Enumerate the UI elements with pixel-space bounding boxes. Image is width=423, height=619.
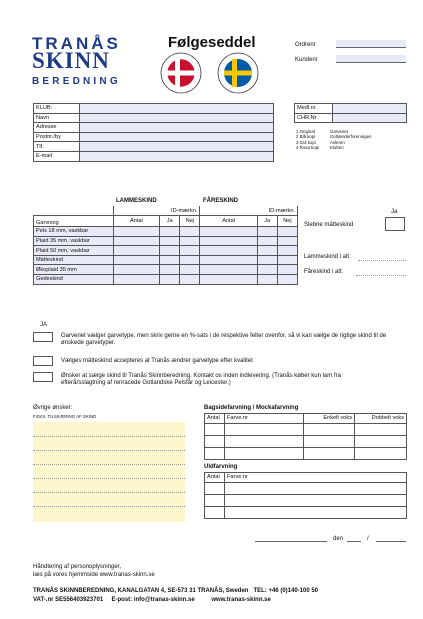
cell[interactable] <box>160 265 180 275</box>
cell[interactable] <box>160 227 180 237</box>
cell[interactable] <box>355 447 407 459</box>
page-title: Følgeseddel <box>168 34 256 51</box>
medlnr-field[interactable] <box>333 104 407 114</box>
date-slash: / <box>367 536 369 542</box>
cell[interactable] <box>257 227 277 237</box>
cell[interactable] <box>257 265 277 275</box>
option-1-text: Garveriet vælger garvetype, men skriv gerne en %-sats i de respektive felter ovenfor, så vi kan vælge de rigtige skind til de ønskede garvetyper. <box>61 333 387 346</box>
fareskind-total-field[interactable] <box>356 275 406 276</box>
lammeskind-header: LAMMESKIND <box>116 198 157 204</box>
navn-label: Navn <box>34 113 80 123</box>
table-row <box>34 246 298 256</box>
table-row <box>205 435 407 447</box>
cell[interactable] <box>113 255 160 265</box>
cell[interactable] <box>113 227 160 237</box>
copy-item: 4 Rosa kopi Kluben <box>296 144 344 150</box>
email-field[interactable] <box>80 151 274 161</box>
copy-item: 2 Blå kopi Gotlænderforeningen <box>296 134 372 140</box>
slebne-ja-label: Ja <box>391 209 398 215</box>
denmark-seal-icon <box>160 52 202 94</box>
cell[interactable] <box>277 255 297 265</box>
cell[interactable] <box>180 265 200 275</box>
cell[interactable] <box>355 423 407 435</box>
cell[interactable] <box>180 236 200 246</box>
cell[interactable] <box>257 246 277 256</box>
tlf-label: Tlf. <box>34 142 80 152</box>
customer-table <box>33 103 274 162</box>
table-row <box>205 506 407 518</box>
privacy-line-1: Håndtering af personoplysninger, <box>33 564 122 570</box>
ordrenr-label: Ordrenr <box>295 42 316 48</box>
medlnr-label: Medl.nr <box>295 104 333 114</box>
row-label: Plaid 50 mm, vaskbar <box>34 246 114 256</box>
cell[interactable] <box>180 227 200 237</box>
cell[interactable] <box>257 275 277 285</box>
adresse-label: Adresse <box>34 123 80 133</box>
slebne-label: Slebne mätteskind <box>304 222 354 228</box>
lammeskind-total-field[interactable] <box>358 260 406 261</box>
cell[interactable] <box>200 246 257 256</box>
back-dye-antal-label: Antal <box>205 414 225 424</box>
cell[interactable] <box>113 265 160 275</box>
klub-label: KLUB: <box>34 104 80 114</box>
options-ja-label: JA <box>40 322 48 328</box>
garvning-label: Garvning <box>34 216 114 227</box>
date-month-field[interactable] <box>376 541 406 542</box>
cell[interactable] <box>257 236 277 246</box>
far-antal-label: Antal <box>200 216 257 227</box>
table-row <box>34 275 298 285</box>
kundenr-label: Kundenr <box>295 57 318 63</box>
logo-line-3: BEREDNING <box>32 76 121 87</box>
cell[interactable] <box>113 246 160 256</box>
row-label: Pels 18 mm, vaskbar <box>34 227 114 237</box>
table-row <box>205 494 407 506</box>
fareskind-header: FÅRESKIND <box>203 198 239 204</box>
cell[interactable] <box>200 275 257 285</box>
table-row <box>205 423 407 435</box>
postnr-label: Postnr./by <box>34 132 80 142</box>
cell[interactable] <box>160 275 180 285</box>
cell[interactable] <box>200 255 257 265</box>
place-field[interactable] <box>255 541 327 542</box>
slebne-checkbox[interactable] <box>385 217 405 231</box>
table-row <box>205 482 407 494</box>
option-3-text: Ønsker at sælge skind til Tranås Skinnberedning. Kontakt os inden indlevering. (Tranås køber kun lam fra efterårsslagtning af renracede Gotlandske Pelsfår og Leicester.) <box>61 373 341 386</box>
chrnr-label: CHR.Nr <box>295 113 333 123</box>
date-day-field[interactable] <box>347 541 361 542</box>
navn-field[interactable] <box>80 113 274 123</box>
far-ja-label: Ja <box>257 216 277 227</box>
postnr-field[interactable] <box>80 132 274 142</box>
wishes-example: F.EKS. TILSKÆRING AF SKIND <box>33 414 97 419</box>
ordrenr-field[interactable] <box>336 40 406 48</box>
cell[interactable] <box>160 236 180 246</box>
cell[interactable] <box>113 275 160 285</box>
email-label: E-mail <box>34 151 80 161</box>
tanning-table <box>33 206 298 285</box>
cell[interactable] <box>304 447 355 459</box>
row-label: Gedeskind <box>34 275 114 285</box>
klub-field[interactable] <box>80 104 274 114</box>
table-row <box>205 447 407 459</box>
far-idmarks-label: ID-mærkn. <box>200 206 298 216</box>
cell[interactable] <box>304 435 355 447</box>
fareskind-total-label: Fåreskind i alt: <box>304 269 344 275</box>
cell[interactable] <box>160 246 180 256</box>
cell[interactable] <box>205 447 225 459</box>
back-dye-dobbelt-label: Dobbelt voks <box>355 414 407 424</box>
cell[interactable] <box>225 482 407 494</box>
cell[interactable] <box>180 255 200 265</box>
cell[interactable] <box>225 435 304 447</box>
lammeskind-total-label: Lammeskind i alt: <box>304 254 351 260</box>
back-dye-table <box>204 413 407 460</box>
logo-line-2: SKINN <box>32 48 110 73</box>
wishes-title: Øvrige ønsker: <box>33 405 73 411</box>
cell[interactable] <box>200 236 257 246</box>
cell[interactable] <box>225 506 407 518</box>
cell[interactable] <box>205 435 225 447</box>
cell[interactable] <box>277 246 297 256</box>
cell[interactable] <box>180 275 200 285</box>
copy-item: 3 Gul kopi Avleren <box>296 139 345 145</box>
member-table <box>294 103 407 123</box>
cell[interactable] <box>160 255 180 265</box>
cell[interactable] <box>277 275 297 285</box>
copy-item: 1 Original Garveriet <box>296 129 349 134</box>
cell[interactable] <box>225 447 304 459</box>
option-2-checkbox[interactable] <box>33 356 53 366</box>
far-nej-label: Nej <box>277 216 297 227</box>
table-row <box>34 255 298 265</box>
lam-ja-label: Ja <box>160 216 180 227</box>
row-label: Mätteskind <box>34 255 114 265</box>
cell[interactable] <box>205 506 225 518</box>
wool-dye-farve-label: Farve.nr <box>225 473 407 483</box>
copies-list <box>296 129 372 150</box>
option-1-checkbox[interactable] <box>33 332 53 342</box>
footer-contact: VAT-.nr SE556403923701 E-post: info@tranas-skinn.se www.tranas-skinn.se <box>33 597 271 603</box>
cell[interactable] <box>205 494 225 506</box>
wool-dye-title: Uldfarvning <box>204 464 238 470</box>
cell[interactable] <box>200 227 257 237</box>
lam-antal-label: Antal <box>113 216 160 227</box>
cell[interactable] <box>277 236 297 246</box>
table-row <box>34 265 298 275</box>
cell[interactable] <box>205 482 225 494</box>
table-row <box>34 227 298 237</box>
back-dye-title: Bagsidefarvning / Mockafarvning <box>204 405 299 411</box>
kundenr-field[interactable] <box>336 55 406 63</box>
tlf-field[interactable] <box>80 142 274 152</box>
cell[interactable] <box>200 265 257 275</box>
cell[interactable] <box>277 227 297 237</box>
wool-dye-antal-label: Antal <box>205 473 225 483</box>
chrnr-field[interactable] <box>333 113 407 123</box>
cell[interactable] <box>205 423 225 435</box>
table-row <box>34 236 298 246</box>
back-dye-enkelt-label: Enkelt voks <box>304 414 355 424</box>
cell[interactable] <box>180 246 200 256</box>
option-2-text: Vælges mätteskind accepteres at Tranås ændrer garvetype efter kvalitet <box>61 358 253 364</box>
back-dye-farve-label: Farve.nr <box>225 414 304 424</box>
lam-idmarks-label: ID-mærkn. <box>113 206 200 216</box>
cell[interactable] <box>225 494 407 506</box>
cell[interactable] <box>355 435 407 447</box>
privacy-line-2: læs på vores hjemmside www.tranas-skinn.se <box>33 572 155 578</box>
row-label: Økoplaid 35 mm <box>34 265 114 275</box>
lam-nej-label: Nej <box>180 216 200 227</box>
cell[interactable] <box>277 265 297 275</box>
logo-line-1: TRANÅS <box>32 34 121 53</box>
cell[interactable] <box>225 423 304 435</box>
wishes-textarea[interactable] <box>33 422 185 522</box>
date-den-label: den <box>333 536 344 542</box>
wool-dye-table <box>204 472 407 519</box>
cell[interactable] <box>257 255 277 265</box>
row-label: Plaid 35 mm, vaskbar <box>34 236 114 246</box>
cell[interactable] <box>304 423 355 435</box>
option-3-checkbox[interactable] <box>33 372 53 382</box>
footer-address: TRANÅS SKINNBEREDNING, KANALGATAN 4, SE-573 31 TRANÅS, Sweden TEL: +46 (0)140-100 50 <box>33 588 319 594</box>
sweden-seal-icon <box>217 52 259 94</box>
cell[interactable] <box>113 236 160 246</box>
adresse-field[interactable] <box>80 123 274 133</box>
